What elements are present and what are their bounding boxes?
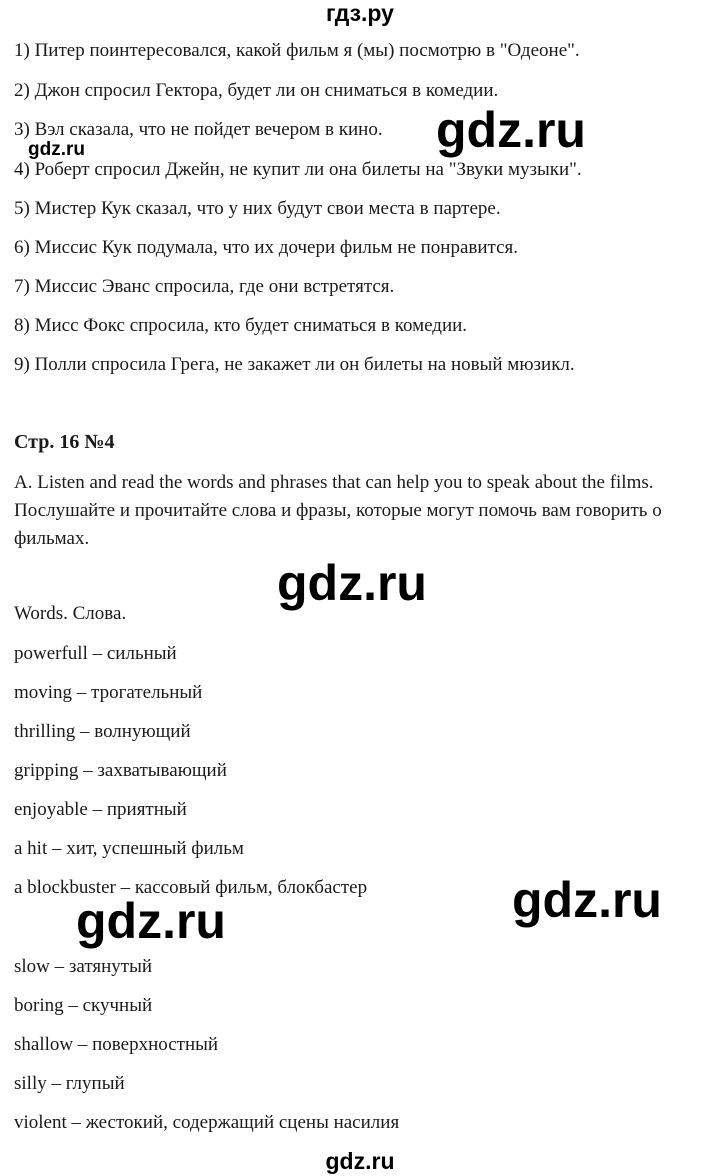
watermark-small: gdz.ru <box>28 139 85 160</box>
footer-watermark: gdz.ru <box>325 1148 395 1174</box>
word-item: gripping – захватывающий <box>14 760 227 781</box>
watermark-large: gdz.ru <box>512 872 662 928</box>
word-item: slow – затянутый <box>14 956 153 977</box>
word-item: shallow – поверхностный <box>14 1034 219 1055</box>
section-title: Стр. 16 №4 <box>14 431 115 453</box>
header-watermark: гдз.ру <box>326 0 394 26</box>
sentence-2: 2) Джон спросил Гектора, будет ли он сниматься в комедии. <box>14 80 499 101</box>
sentence-9: 9) Полли спросила Грега, не закажет ли он билеты на новый мюзикл. <box>14 354 575 375</box>
word-item: silly – глупый <box>14 1073 125 1094</box>
sentence-1: 1) Питер поинтересовался, какой фильм я (мы) посмотрю в "Одеоне". <box>14 40 580 61</box>
word-item: boring – скучный <box>14 995 153 1016</box>
sentence-4: 4) Роберт спросил Джейн, не купит ли она билеты на "Звуки музыки". <box>14 159 582 180</box>
section-intro: A. Listen and read the words and phrases that can help you to speak about the films. Послушайте и прочитайте слова и фразы, которые могут помочь вам говорить о фильмах. <box>14 472 662 549</box>
sentence-5: 5) Мистер Кук сказал, что у них будут свои места в партере. <box>14 198 501 219</box>
watermark-large: gdz.ru <box>436 102 586 158</box>
watermark-large: gdz.ru <box>277 555 427 611</box>
sentence-3: 3) Вэл сказала, что не пойдет вечером в кино. <box>14 119 383 140</box>
watermark-large: gdz.ru <box>76 893 226 949</box>
word-item: moving – трогательный <box>14 682 203 703</box>
words-heading: Words. Слова. <box>14 603 127 624</box>
word-item: a blockbuster – кассовый фильм, блокбастер <box>14 877 368 898</box>
word-item: a hit – хит, успешный фильм <box>14 838 244 859</box>
word-item: violent – жестокий, содержащий сцены насилия <box>14 1112 400 1133</box>
sentence-6: 6) Миссис Кук подумала, что их дочери фильм не понравится. <box>14 237 519 258</box>
word-item: powerfull – сильный <box>14 643 177 664</box>
sentence-8: 8) Мисс Фокс спросила, кто будет сниматься в комедии. <box>14 315 468 336</box>
word-item: thrilling – волнующий <box>14 721 191 742</box>
word-item: enjoyable – приятный <box>14 799 187 820</box>
sentence-7: 7) Миссис Эванс спросила, где они встретятся. <box>14 276 395 297</box>
